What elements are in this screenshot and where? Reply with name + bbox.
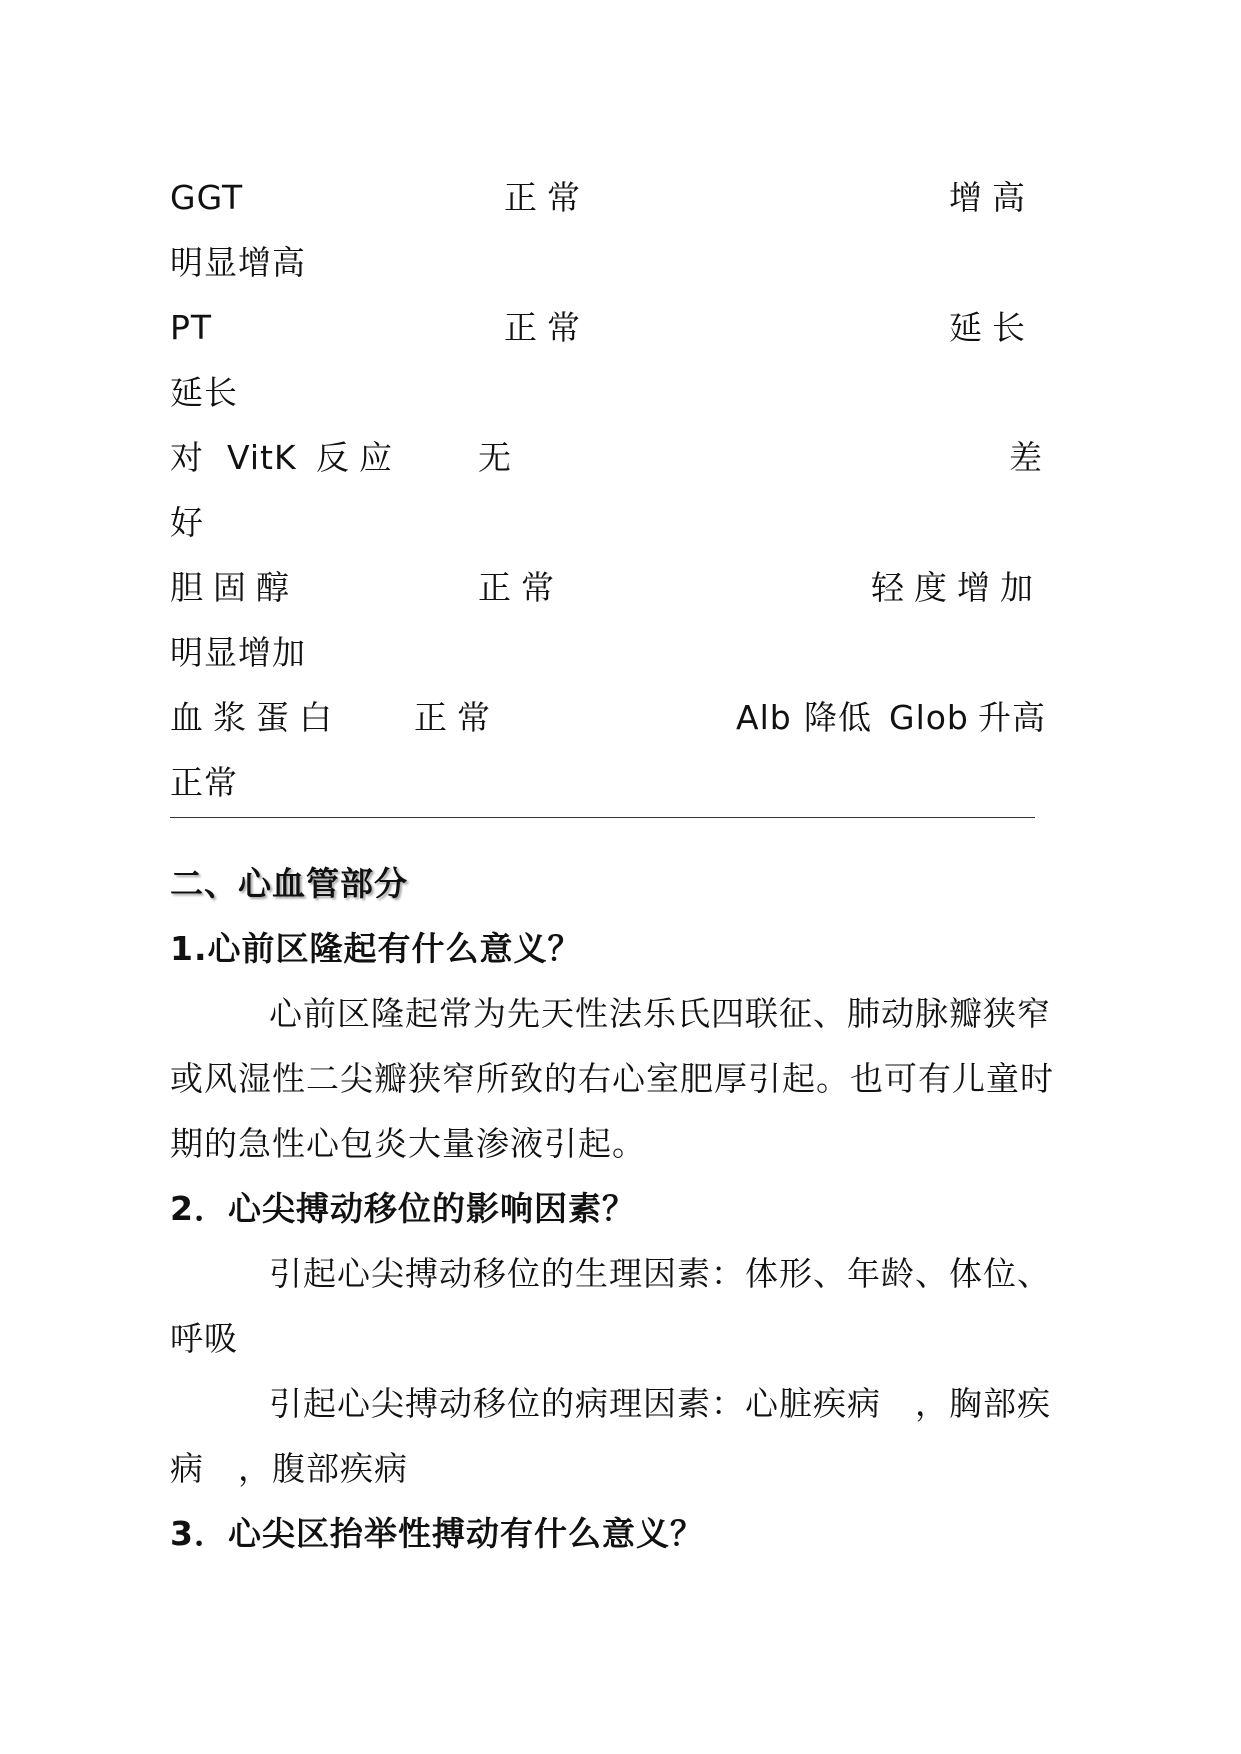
row-value-part: 降低 (804, 698, 872, 737)
row-label: GGT (170, 178, 244, 217)
row-value-mild: 差 (1009, 438, 1043, 477)
question-title: 3．心尖区抬举性搏动有什么意义？ (170, 1514, 704, 1553)
row-value-severe: 明显增加 (170, 633, 306, 672)
table-bottom-rule (170, 817, 1035, 818)
row-value-normal: 正常 (478, 568, 564, 607)
answer-line: 或风湿性二尖瓣狭窄所致的右心室肥厚引起。也可有儿童时 (170, 1059, 1054, 1098)
answer-line: 心前区隆起常为先天性法乐氏四联征、肺动脉瓣狭窄 (269, 994, 1051, 1033)
row-value-normal: 正常 (504, 178, 590, 217)
row-label-part: VitK (227, 438, 297, 477)
row-value-mild: 轻度增加 (871, 568, 1043, 607)
answer-line: 期的急性心包炎大量渗液引起。 (170, 1124, 646, 1163)
row-value-normal: 无 (478, 438, 512, 477)
row-label: 胆固醇 (170, 568, 299, 607)
row-value-normal: 正常 (504, 308, 590, 347)
row-value-normal: 正常 (414, 698, 500, 737)
row-label: PT (170, 308, 213, 347)
row-value-mild: 延长 (949, 308, 1035, 347)
question-title: 1.心前区隆起有什么意义？ (170, 929, 582, 968)
answer-line: 病 ，腹部疾病 (170, 1449, 408, 1488)
section-heading: 二、心血管部分 (170, 864, 408, 903)
answer-line: 引起心尖搏动移位的病理因素：心脏疾病 ，胸部疾 (269, 1384, 1051, 1423)
answer-line: 呼吸 (170, 1319, 238, 1358)
row-value-severe: 正常 (170, 763, 238, 802)
question-title: 2．心尖搏动移位的影响因素？ (170, 1189, 636, 1228)
row-value-severe: 延长 (170, 373, 238, 412)
row-value-part: Glob (889, 698, 969, 737)
row-value-severe: 好 (170, 503, 204, 542)
row-label-part: 反应 (316, 438, 402, 477)
row-label-part: 对 (170, 438, 204, 477)
row-value-part: Alb (736, 698, 792, 737)
row-value-part: 升高 (978, 698, 1046, 737)
row-label: 血浆蛋白 (170, 698, 342, 737)
row-value-severe: 明显增高 (170, 243, 306, 282)
row-value-mild: 增高 (949, 178, 1035, 217)
answer-line: 引起心尖搏动移位的生理因素：体形、年龄、体位、 (269, 1254, 1051, 1293)
